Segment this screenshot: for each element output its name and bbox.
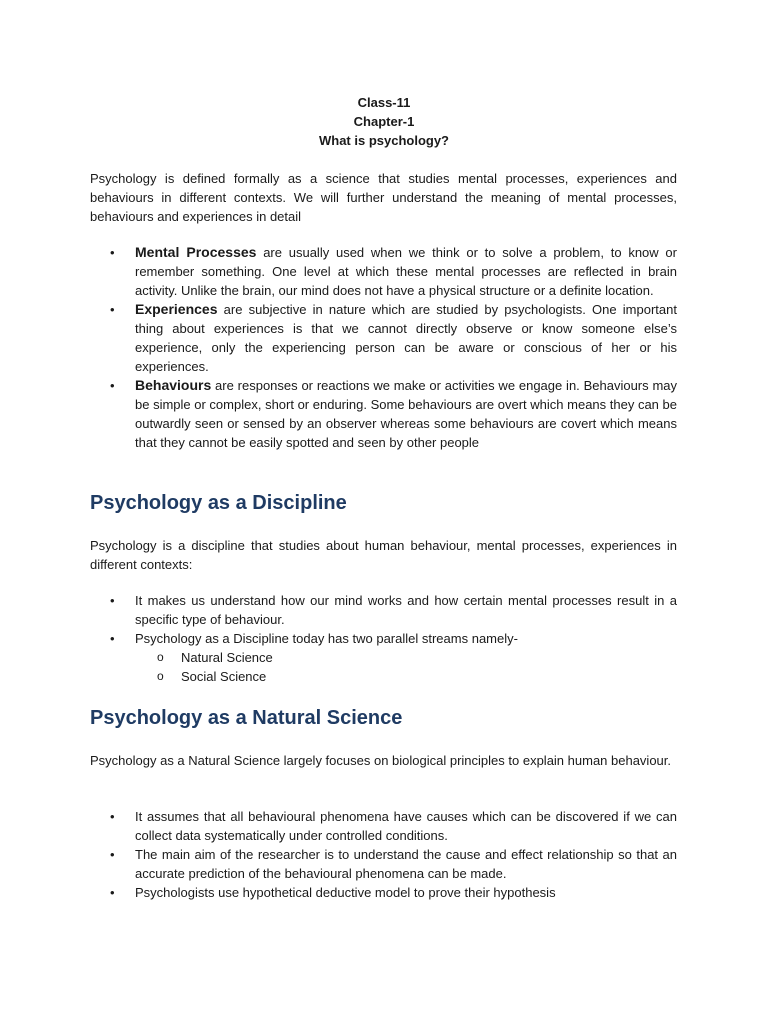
list-item [90,591,677,629]
list-item-text: Psychologists use hypothetical deductive model to prove their hypothesis [135,885,556,900]
natural-intro: Psychology as a Natural Science largely focuses on biological principles to explain human behaviour. [90,753,672,768]
streams-sublist [90,648,677,686]
sub-list-item-text: Social Science [181,669,267,684]
discipline-list-block [90,591,677,686]
discipline-intro-block [90,536,677,574]
document-title: What is psychology? [318,133,449,148]
list-item [90,883,677,902]
definition-term: Experiences [135,301,218,317]
definition-item-mental-processes [90,243,677,300]
intro-paragraph: Psychology is defined formally as a science that studies mental processes, experiences and behaviours in different contexts. We will further understand the meaning of mental processes, behaviours and experiences in detail [90,171,677,224]
intro-paragraph-block [90,169,677,226]
circle-o-icon: o [157,669,164,683]
definitions-list [90,243,677,452]
list-item [90,845,677,883]
definition-term: Behaviours [135,377,212,393]
sub-list-item-text: Natural Science [181,650,273,665]
definition-term: Mental Processes [135,244,257,260]
bullet-dot-icon: • [110,378,115,393]
sub-list-item [90,667,677,686]
definitions-list-block [90,243,677,452]
bullet-dot-icon: • [110,302,115,317]
discipline-intro: Psychology is a discipline that studies about human behaviour, mental processes, experiences in different contexts: [90,538,677,572]
chapter-label: Chapter-1 [353,114,415,129]
class-label: Class-11 [357,95,411,110]
definition-text: are subjective in nature which are studied by psychologists. One important thing about experiences is that we cannot directly observe or know someone else’s experience, only the experiencing person can be aware or conscious of her or his experiences. [135,302,677,374]
section-heading-natural-science: Psychology as a Natural Science [90,707,403,729]
document-header [0,93,768,150]
natural-list-block [90,807,677,902]
bullet-dot-icon: • [110,809,115,824]
list-item [90,629,677,648]
definition-item-behaviours [90,376,677,452]
list-item-text: It makes us understand how our mind works and how certain mental processes result in a specific type of behaviour. [135,593,677,627]
bullet-dot-icon: • [110,885,115,900]
bullet-dot-icon: • [110,631,115,646]
list-item [90,807,677,845]
bullet-dot-icon: • [110,245,115,260]
discipline-list [90,591,677,648]
list-item-text: It assumes that all behavioural phenomena have causes which can be discovered if we can collect data systematically under controlled conditions. [135,809,677,843]
bullet-dot-icon: • [110,593,115,608]
section-heading-discipline: Psychology as a Discipline [90,492,347,514]
definition-item-experiences [90,300,677,376]
natural-intro-block [90,751,677,770]
circle-o-icon: o [157,650,164,664]
natural-list [90,807,677,902]
sub-list-item [90,648,677,667]
bullet-dot-icon: • [110,847,115,862]
definition-text: are responses or reactions we make or activities we engage in. Behaviours may be simple or complex, short or enduring. Some behaviours are overt which means they can be outwardly seen or sensed by an observer whereas some behaviours are covert which means that they cannot be easily spotted and seen by other people [135,378,677,450]
list-item-text: The main aim of the researcher is to understand the cause and effect relationship so that an accurate prediction of the behavioural phenomena can be made. [135,847,677,881]
list-item-text: Psychology as a Discipline today has two parallel streams namely- [135,631,518,646]
definition-text: are usually used when we think or to solve a problem, to know or remember something. One level at which these mental processes are reflected in brain activity. Unlike the brain, our mind does not have a physical structure or a definite location. [135,245,677,298]
